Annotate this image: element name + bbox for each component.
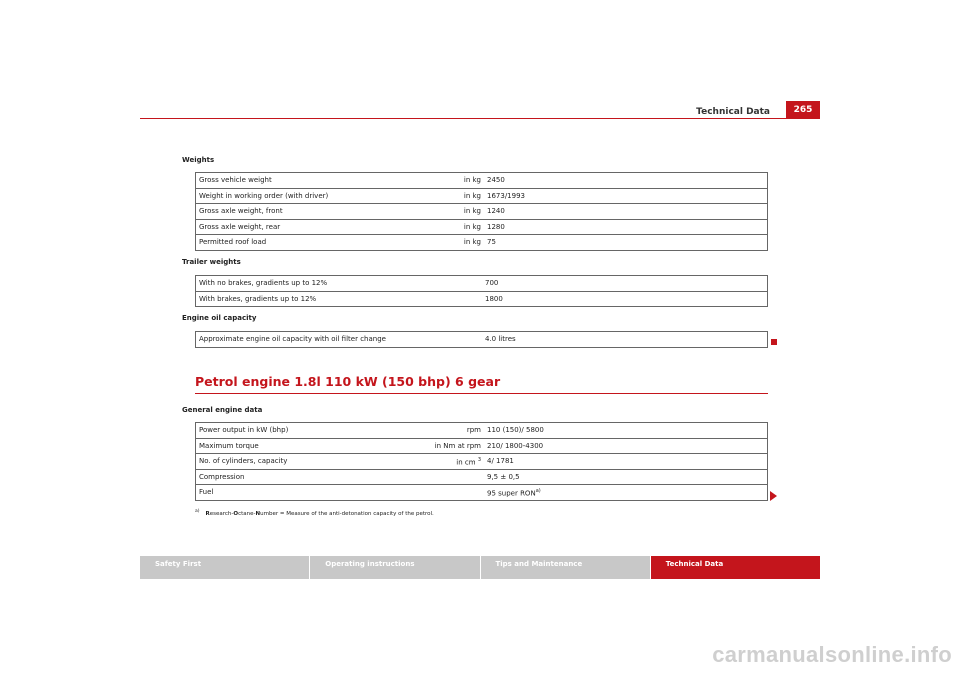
section-end-marker (771, 339, 777, 345)
row-label: Compression (196, 469, 423, 485)
footnote-text-n: umber = Measure of the anti-detonation capacity of the petrol. (260, 510, 434, 517)
weights-table (195, 172, 768, 251)
footnote-letter-o: O (233, 510, 239, 517)
trailer-weights-table (195, 275, 768, 307)
footnote-letter-n: N (255, 510, 261, 517)
page-number: 265 (786, 101, 820, 119)
site-watermark: carmanualsonline.info (712, 642, 952, 667)
table-row (196, 219, 768, 235)
row-label: Weight in working order (with driver) (196, 188, 423, 204)
table-row (196, 204, 768, 220)
footer-nav (140, 556, 820, 579)
row-value: 2450 (484, 173, 768, 189)
footnote-letter-r: R (205, 510, 210, 517)
value-text: 95 super RON (487, 488, 536, 497)
table-row (196, 332, 768, 348)
row-label: Gross axle weight, front (196, 204, 423, 220)
table-row (196, 188, 768, 204)
row-value: 75 (484, 235, 768, 251)
row-unit (422, 454, 484, 470)
tab-operating-instructions[interactable]: Operating instructions (310, 556, 479, 579)
unit-superscript: 3 (477, 456, 481, 463)
footnote-text-o: ctane- (238, 510, 256, 517)
table-row (196, 454, 768, 470)
row-label: Approximate engine oil capacity with oil filter change (196, 332, 483, 348)
footnote-text-r: esearch- (209, 510, 234, 517)
row-value: 4.0 litres (482, 332, 768, 348)
table-row (196, 485, 768, 501)
row-value: 9,5 ± 0,5 (484, 469, 768, 485)
page-header-title: Technical Data (696, 107, 770, 117)
table-row (196, 173, 768, 189)
footnote-reference: a) (535, 487, 541, 494)
engine-oil-heading: Engine oil capacity (182, 314, 257, 322)
tab-tips-and-maintenance[interactable]: Tips and Maintenance (481, 556, 650, 579)
row-label: No. of cylinders, capacity (196, 454, 423, 470)
row-value: 1240 (484, 204, 768, 220)
tab-safety-first[interactable]: Safety First (140, 556, 309, 579)
row-value: 700 (482, 276, 768, 292)
table-row (196, 291, 768, 307)
row-value: 1800 (482, 291, 768, 307)
table-row (196, 469, 768, 485)
row-unit: in kg (422, 219, 484, 235)
row-label: Power output in kW (bhp) (196, 423, 423, 439)
continue-arrow-icon (770, 491, 777, 501)
row-unit: in Nm at rpm (422, 438, 484, 454)
row-value: 1673/1993 (484, 188, 768, 204)
table-row (196, 438, 768, 454)
footnote (195, 509, 434, 517)
tab-technical-data[interactable]: Technical Data (651, 556, 820, 579)
row-label: Gross axle weight, rear (196, 219, 423, 235)
row-value: 4/ 1781 (484, 454, 768, 470)
row-unit: in kg (422, 173, 484, 189)
row-unit (422, 485, 484, 501)
row-value: 1280 (484, 219, 768, 235)
row-label: With brakes, gradients up to 12% (196, 291, 483, 307)
row-value: 110 (150)/ 5800 (484, 423, 768, 439)
row-unit: in kg (422, 235, 484, 251)
table-row (196, 276, 768, 292)
row-value (484, 485, 768, 501)
general-engine-heading: General engine data (182, 406, 263, 414)
general-engine-table (195, 422, 768, 501)
row-unit (422, 469, 484, 485)
row-label: Permitted roof load (196, 235, 423, 251)
weights-heading: Weights (182, 156, 215, 164)
row-label: Gross vehicle weight (196, 173, 423, 189)
header-divider (140, 118, 820, 119)
trailer-weights-heading: Trailer weights (182, 258, 241, 266)
row-unit: rpm (422, 423, 484, 439)
table-row (196, 423, 768, 439)
table-row (196, 235, 768, 251)
row-value: 210/ 1800-4300 (484, 438, 768, 454)
row-unit: in kg (422, 204, 484, 220)
engine-oil-table (195, 331, 768, 348)
row-unit: in kg (422, 188, 484, 204)
unit-text: in cm (456, 457, 476, 466)
row-label: Fuel (196, 485, 423, 501)
engine-section-title: Petrol engine 1.8l 110 kW (150 bhp) 6 gear (195, 374, 501, 389)
row-label: Maximum torque (196, 438, 423, 454)
title-divider (195, 393, 768, 394)
footnote-marker: a) (195, 509, 200, 514)
row-label: With no brakes, gradients up to 12% (196, 276, 483, 292)
